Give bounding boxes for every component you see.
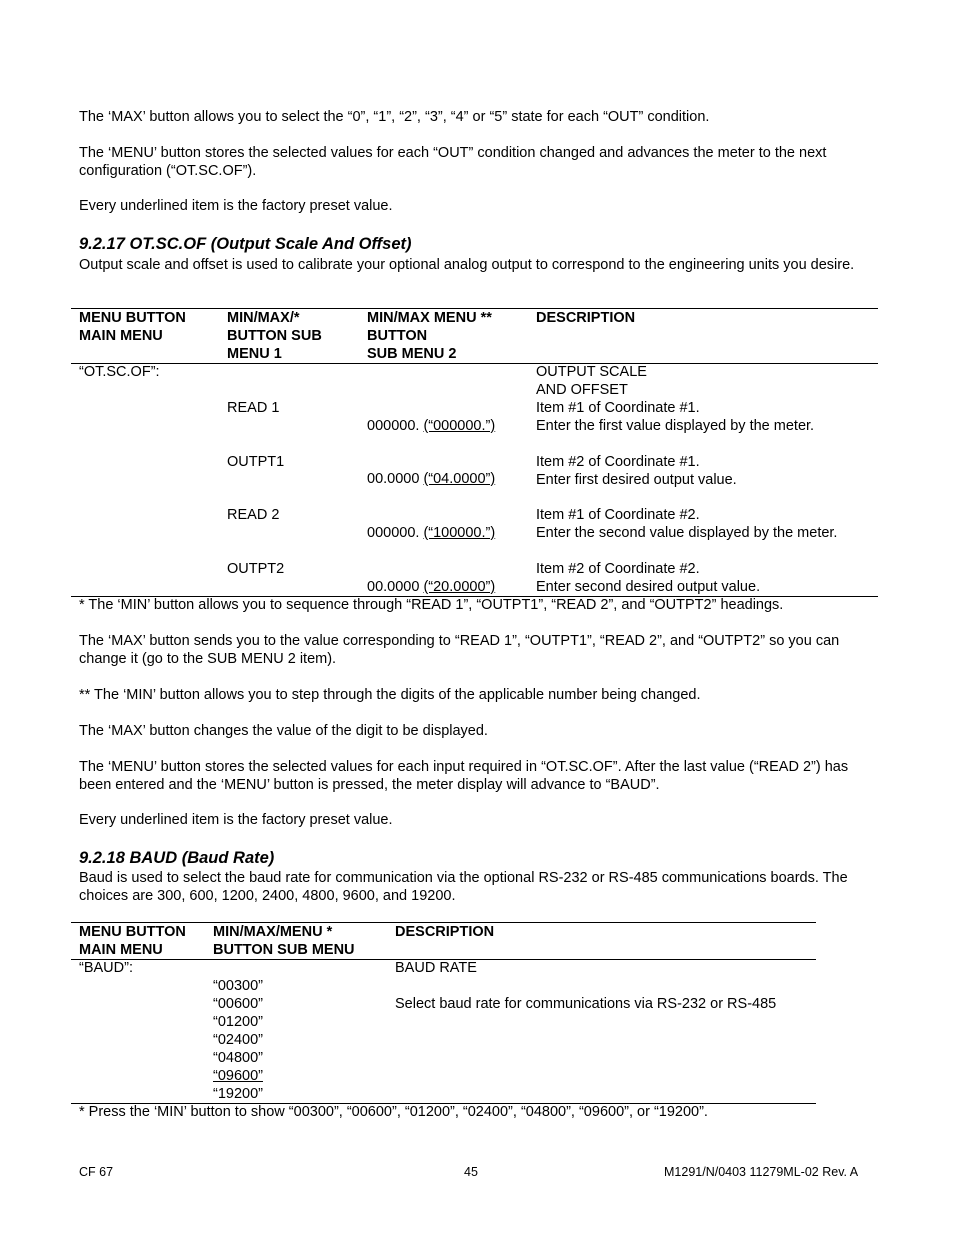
table-row-sub1: OUTPT2 — [227, 561, 285, 577]
baud-options-list — [213, 977, 263, 1103]
note-min-button: * The ‘MIN’ button allows you to sequence through “READ 1”, “OUTPT1”, “READ 2”, and “OUTPT2” headings. — [79, 597, 784, 613]
baud-main-menu-value: “BAUD”: — [79, 960, 133, 976]
baud-table-header-sub-menu: MIN/MAX/MENU * BUTTON SUB MENU — [213, 924, 355, 958]
table-row-sub2: 00.0000 (“04.0000”) — [367, 471, 496, 487]
baud-table-header-description: DESCRIPTION — [395, 924, 495, 940]
note-preset: Every underlined item is the factory preset value. — [79, 812, 393, 828]
baud-table-header-main-menu: MENU BUTTON MAIN MENU — [79, 924, 186, 958]
intro-paragraph-max: The ‘MAX’ button allows you to select the “0”, “1”, “2”, “3”, “4” or “5” state for each “OUT” condition. — [79, 109, 710, 125]
table-row-sub1: READ 2 — [227, 507, 280, 523]
table-header-description: DESCRIPTION — [536, 310, 636, 326]
section-desc-otscof: Output scale and offset is used to calibrate your optional analog output to correspond to the engineering units you desire. — [79, 257, 855, 273]
table-row-description: Item #2 of Coordinate #2. Enter second desired output value. — [536, 561, 761, 595]
note-min-digits: ** The ‘MIN’ button allows you to step through the digits of the applicable number being changed. — [79, 687, 701, 703]
table-main-menu-value: “OT.SC.OF”: — [79, 364, 160, 380]
table-row-description: Item #1 of Coordinate #1. Enter the first value displayed by the meter. — [536, 400, 815, 434]
intro-paragraph-preset: Every underlined item is the factory preset value. — [79, 198, 393, 214]
note-menu-button: The ‘MENU’ button stores the selected values for each input required in “OT.SC.OF”. After the last value (“READ 2”) has been entered and the ‘MENU’ button is pressed, the meter display will advance to “BAUD”. — [79, 759, 849, 793]
table-row-sub2: 000000. (“100000.”) — [367, 525, 496, 541]
list-item: “02400” — [213, 1032, 263, 1048]
baud-desc-title: BAUD RATE — [395, 960, 477, 976]
list-item: “04800” — [213, 1050, 263, 1066]
table-header-rule — [71, 363, 878, 364]
table-row-description: Item #2 of Coordinate #1. Enter first desired output value. — [536, 454, 737, 488]
list-item-default: “09600” — [213, 1068, 263, 1084]
table-row-description: Item #1 of Coordinate #2. Enter the second value displayed by the meter. — [536, 507, 838, 541]
section-heading-otscof: 9.2.17 OT.SC.OF (Output Scale And Offset) — [79, 235, 412, 253]
note-max-button: The ‘MAX’ button sends you to the value corresponding to “READ 1”, “OUTPT1”, “READ 2”, and “OUTPT2” so you can change it (go to the SUB MENU 2 item). — [79, 633, 840, 667]
table-row-sub1: OUTPT1 — [227, 454, 285, 470]
baud-desc-text: Select baud rate for communications via RS-232 or RS-485 — [395, 996, 777, 1012]
table-row-sub2: 00.0000 (“20.0000”) — [367, 579, 496, 595]
table-header-main-menu: MENU BUTTON MAIN MENU — [79, 310, 186, 344]
baud-note: * Press the ‘MIN’ button to show “00300”, “00600”, “01200”, “02400”, “04800”, “09600”, or “19200”. — [79, 1104, 708, 1120]
section-heading-baud: 9.2.18 BAUD (Baud Rate) — [79, 849, 275, 867]
table-header-sub-menu-2: MIN/MAX MENU ** BUTTON SUB MENU 2 — [367, 310, 492, 362]
list-item: “00300” — [213, 978, 263, 994]
table-header-sub-menu-1: MIN/MAX/* BUTTON SUB MENU 1 — [227, 310, 322, 362]
footer-doc-id: M1291/N/0403 11279ML-02 Rev. A — [664, 1165, 859, 1179]
list-item: “01200” — [213, 1014, 263, 1030]
footer-page-number: 45 — [464, 1165, 478, 1179]
list-item: “19200” — [213, 1086, 263, 1102]
table-row-sub1: READ 1 — [227, 400, 280, 416]
list-item: “00600” — [213, 996, 263, 1012]
note-max-digit-value: The ‘MAX’ button changes the value of the digit to be displayed. — [79, 723, 488, 739]
footer-left: CF 67 — [79, 1165, 114, 1179]
intro-paragraph-menu: The ‘MENU’ button stores the selected values for each “OUT” condition changed and advances the meter to the next configuration (“OT.SC.OF”). — [79, 145, 827, 179]
table-desc-title: OUTPUT SCALE AND OFFSET — [536, 364, 647, 398]
table-row-sub2: 000000. (“000000.”) — [367, 418, 496, 434]
section-desc-baud: Baud is used to select the baud rate for communication via the optional RS-232 or RS-485 communications boards. The choices are 300, 600, 1200, 2400, 4800, 9600, and 19200. — [79, 870, 848, 904]
